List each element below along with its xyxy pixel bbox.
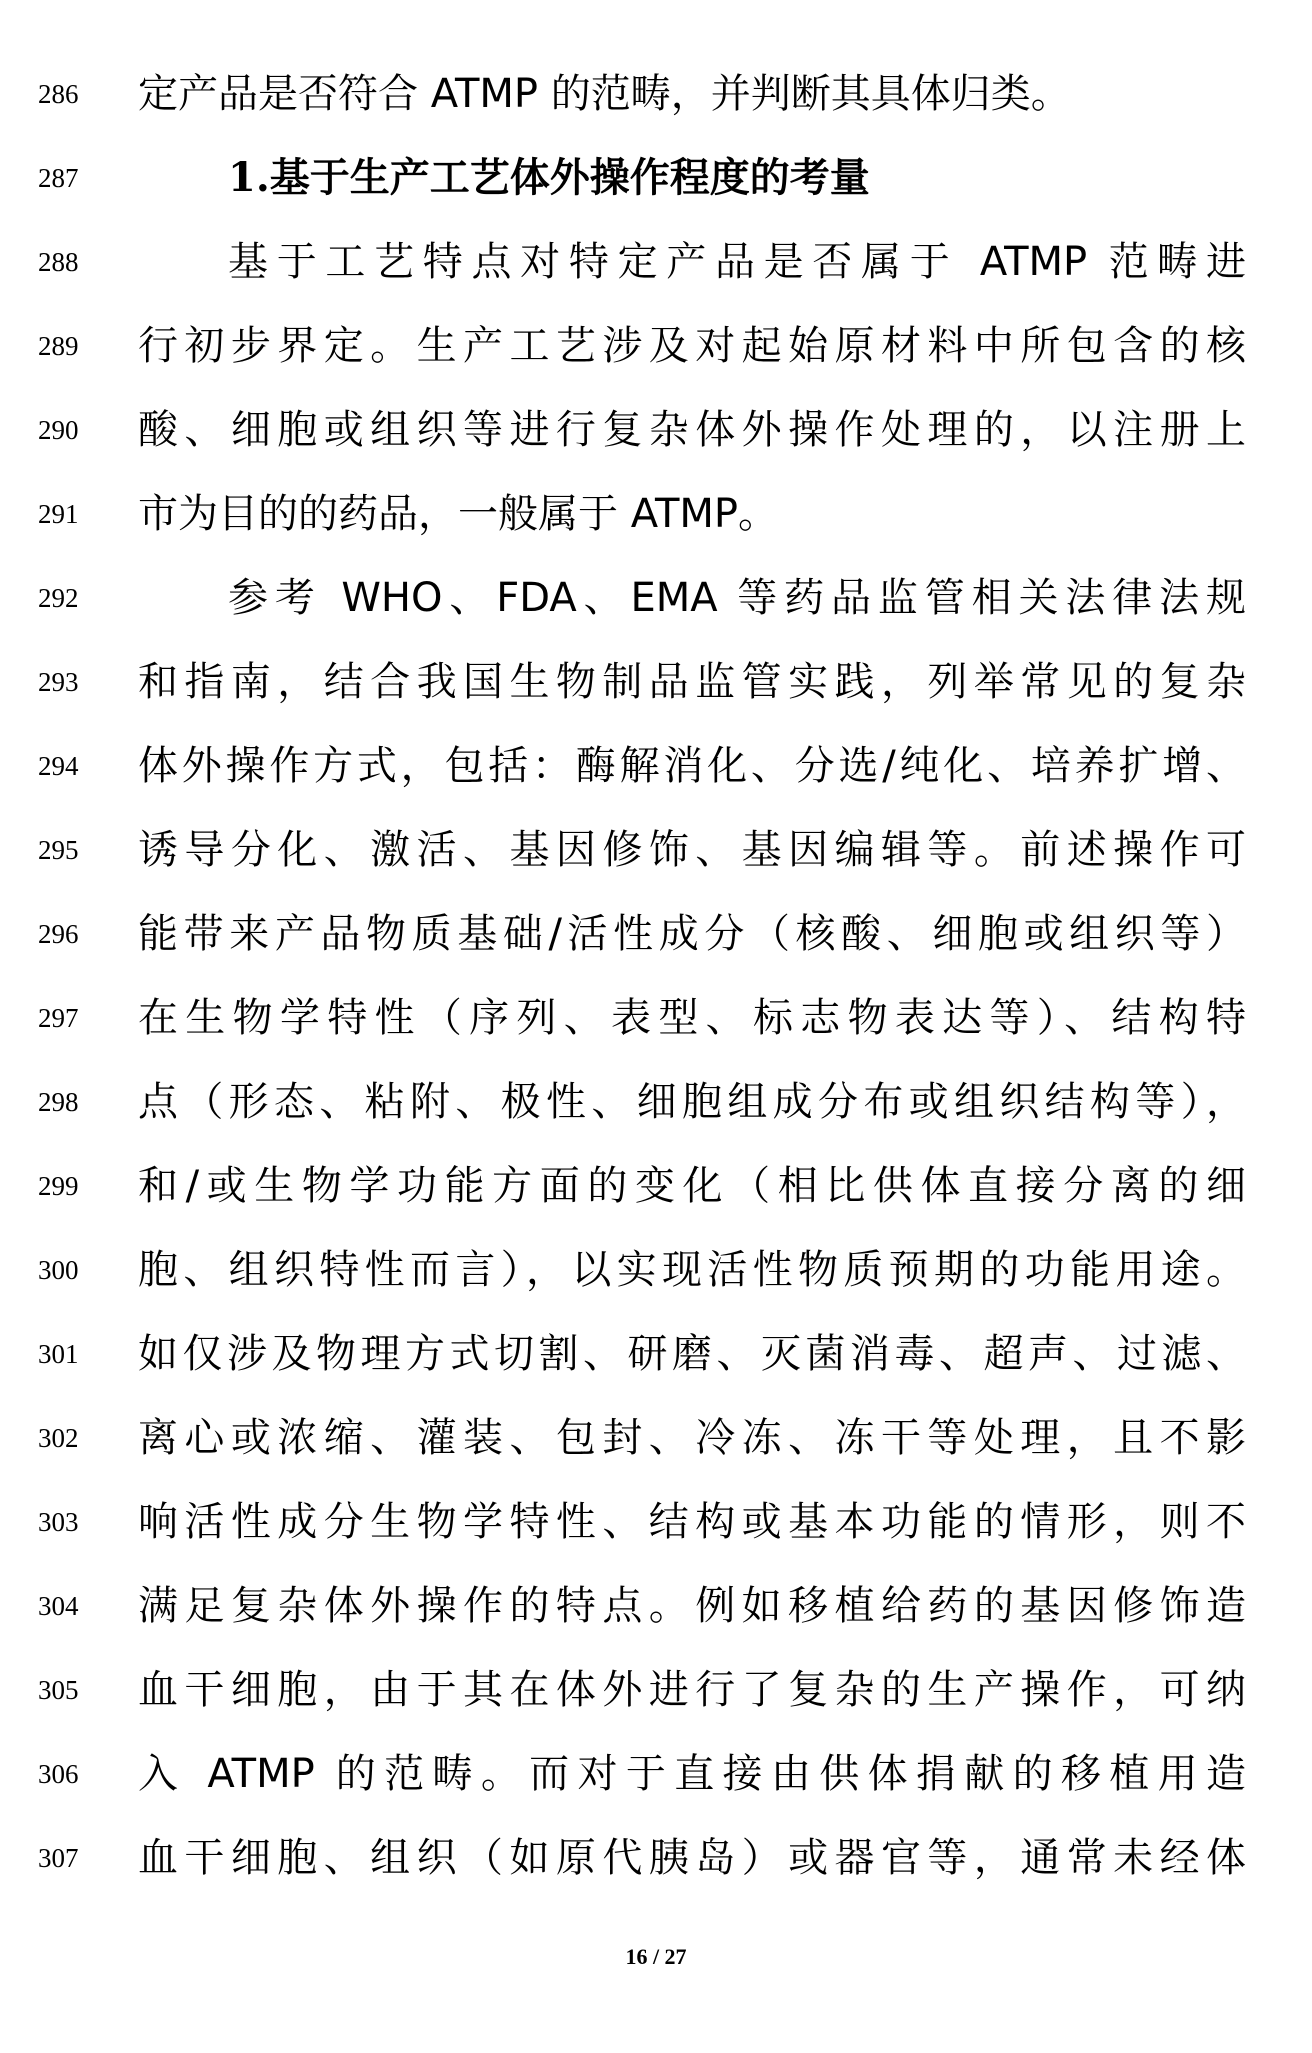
section-heading-line <box>0 136 1312 220</box>
text-line <box>0 640 1312 724</box>
text-line <box>0 1648 1312 1732</box>
line-text: 基于工艺特点对特定产品是否属于 ATMP 范畴进 <box>228 239 1246 285</box>
line-number: 305 <box>38 1675 79 1705</box>
line-text: 响活性成分生物学特性、结构或基本功能的情形，则不 <box>138 1499 1246 1545</box>
line-text: 如仅涉及物理方式切割、研磨、灭菌消毒、超声、过滤、 <box>138 1331 1246 1377</box>
page-number-footer: 16 / 27 <box>625 1944 687 1969</box>
line-text: 点（形态、粘附、极性、细胞组成分布或组织结构等）， <box>138 1079 1246 1125</box>
line-number: 301 <box>38 1339 79 1369</box>
line-text: 参考 WHO、FDA、EMA 等药品监管相关法律法规 <box>228 575 1246 621</box>
text-line <box>0 472 1312 556</box>
line-number: 290 <box>38 415 79 445</box>
text-line <box>0 976 1312 1060</box>
line-text: 行初步界定。生产工艺涉及对起始原材料中所包含的核 <box>138 323 1246 369</box>
line-text: 诱导分化、激活、基因修饰、基因编辑等。前述操作可 <box>138 827 1246 873</box>
line-text: 胞、组织特性而言），以实现活性物质预期的功能用途。 <box>138 1247 1246 1293</box>
line-number: 296 <box>38 919 79 949</box>
line-number: 288 <box>38 247 79 277</box>
text-line <box>0 1480 1312 1564</box>
text-line <box>0 1396 1312 1480</box>
line-number: 303 <box>38 1507 79 1537</box>
text-line <box>0 220 1312 304</box>
line-text: 酸、细胞或组织等进行复杂体外操作处理的，以注册上 <box>138 407 1246 453</box>
line-number: 287 <box>38 163 79 193</box>
line-text: 和/或生物学功能方面的变化（相比供体直接分离的细 <box>138 1163 1246 1209</box>
line-number: 298 <box>38 1087 79 1117</box>
line-number: 295 <box>38 835 79 865</box>
line-text: 在生物学特性（序列、表型、标志物表达等）、结构特 <box>138 995 1246 1041</box>
line-number: 299 <box>38 1171 79 1201</box>
line-text: 能带来产品物质基础/活性成分（核酸、细胞或组织等） <box>138 911 1246 957</box>
text-line <box>0 1228 1312 1312</box>
text-line <box>0 1564 1312 1648</box>
line-text: 血干细胞、组织（如原代胰岛）或器官等，通常未经体 <box>138 1835 1246 1881</box>
line-number: 286 <box>38 79 79 109</box>
line-text: 体外操作方式，包括：酶解消化、分选/纯化、培养扩增、 <box>138 743 1246 789</box>
text-line <box>0 1060 1312 1144</box>
text-line <box>0 892 1312 976</box>
line-number: 293 <box>38 667 79 697</box>
text-line <box>0 1816 1312 1900</box>
line-text: 和指南，结合我国生物制品监管实践，列举常见的复杂 <box>138 659 1246 705</box>
text-line <box>0 1312 1312 1396</box>
text-line <box>0 808 1312 892</box>
line-text: 血干细胞，由于其在体外进行了复杂的生产操作，可纳 <box>138 1667 1246 1713</box>
line-number: 292 <box>38 583 79 613</box>
line-text: 离心或浓缩、灌装、包封、冷冻、冻干等处理，且不影 <box>138 1415 1246 1461</box>
text-line <box>0 1144 1312 1228</box>
line-number: 306 <box>38 1759 79 1789</box>
line-number: 297 <box>38 1003 79 1033</box>
section-heading: 1.基于生产工艺体外操作程度的考量 <box>228 154 870 201</box>
line-number: 302 <box>38 1423 79 1453</box>
line-number: 291 <box>38 499 79 529</box>
text-line <box>0 304 1312 388</box>
line-text: 定产品是否符合 ATMP 的范畴，并判断其具体归类。 <box>138 71 1071 117</box>
line-number: 300 <box>38 1255 79 1285</box>
line-number: 289 <box>38 331 79 361</box>
line-number: 304 <box>38 1591 79 1621</box>
text-line <box>0 724 1312 808</box>
line-number: 294 <box>38 751 79 781</box>
line-text: 满足复杂体外操作的特点。例如移植给药的基因修饰造 <box>138 1583 1246 1629</box>
text-line <box>0 556 1312 640</box>
text-line <box>0 1732 1312 1816</box>
line-number: 307 <box>38 1843 79 1873</box>
text-line <box>0 388 1312 472</box>
line-text: 入 ATMP 的范畴。而对于直接由供体捐献的移植用造 <box>138 1751 1246 1797</box>
text-line <box>0 52 1312 136</box>
line-text: 市为目的的药品，一般属于 ATMP。 <box>138 491 779 537</box>
